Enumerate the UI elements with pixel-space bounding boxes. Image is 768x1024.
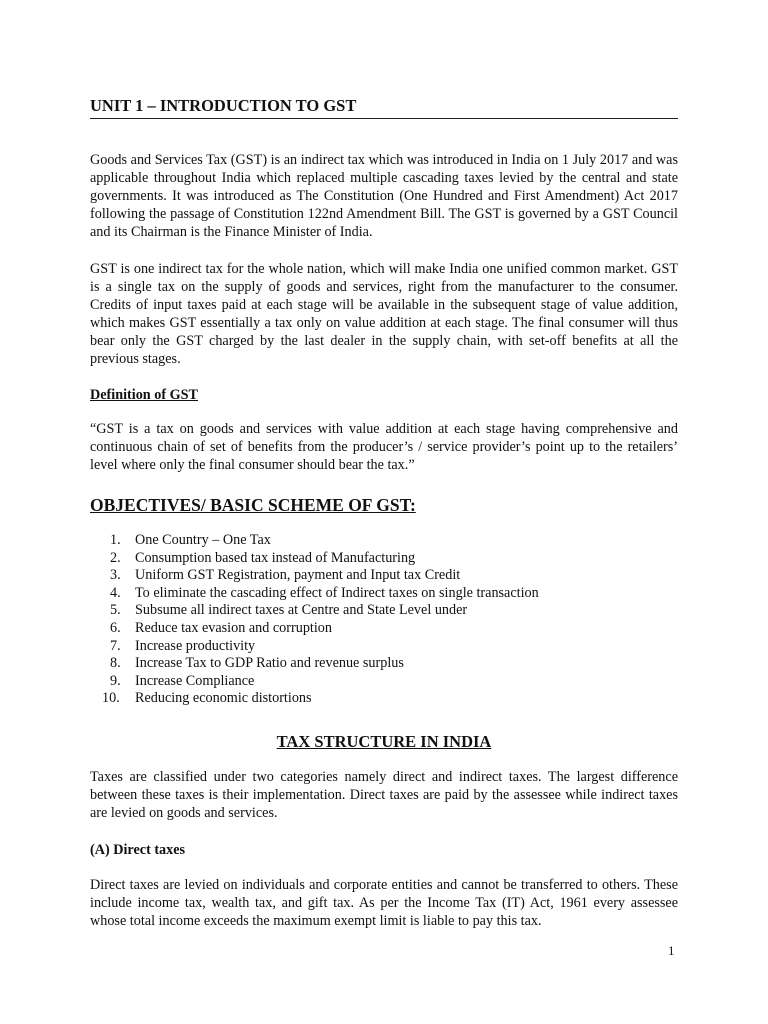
direct-taxes-paragraph: Direct taxes are levied on individuals and corporate entities and cannot be transferred to others. These include income tax, wealth tax, and gift tax. As per the Income Tax (IT) Act, 1961 every assessee whose total income exceeds the maximum exempt limit is liable to pay this tax.	[90, 877, 678, 929]
definition-heading: Definition of GST	[90, 387, 198, 403]
list-number: 2.	[110, 549, 121, 566]
list-item-text: Increase productivity	[135, 637, 256, 654]
list-item	[90, 550, 678, 568]
list-item	[90, 567, 678, 585]
list-item-text: Uniform GST Registration, payment and Input tax Credit	[135, 567, 461, 584]
list-number: 9.	[110, 672, 121, 689]
list-item	[90, 638, 678, 656]
page-number: 1	[668, 943, 675, 958]
tax-structure-heading: TAX STRUCTURE IN INDIA	[276, 732, 492, 751]
list-number: 10.	[102, 690, 120, 707]
list-item-text: Reducing economic distortions	[135, 690, 312, 707]
list-item-text: Consumption based tax instead of Manufacturing	[135, 549, 416, 566]
list-number: 8.	[110, 655, 121, 672]
list-item-text: Subsume all indirect taxes at Centre and State Level under	[135, 602, 468, 619]
list-item	[90, 655, 678, 673]
list-item	[90, 602, 678, 620]
unit-title: UNIT 1 – INTRODUCTION TO GST	[90, 96, 678, 119]
list-number: 7.	[110, 637, 121, 654]
list-item	[90, 673, 678, 691]
definition-text: “GST is a tax on goods and services with value addition at each stage having comprehensive and continuous chain of set of benefits from the producer’s / service provider’s point up to the retailers’ level where only the final consumer should bear the tax.”	[90, 421, 678, 473]
tax-structure-paragraph: Taxes are classified under two categories namely direct and indirect taxes. The largest difference between these taxes is their implementation. Direct taxes are paid by the assessee while indirect taxes are levied on goods and services.	[90, 769, 678, 821]
list-item-text: Reduce tax evasion and corruption	[135, 619, 332, 636]
list-number: 4.	[110, 584, 121, 601]
document-page	[90, 0, 678, 1024]
intro-paragraph: Goods and Services Tax (GST) is an indirect tax which was introduced in India on 1 July 2017 and was applicable throughout India which replaced multiple cascading taxes levied by the central and state governments. It was introduced as The Constitution (One Hundred and First Amendment) Act 2017 following the passage of Constitution 122nd Amendment Bill. The GST is governed by a GST Council and its Chairman is the Finance Minister of India.	[90, 152, 678, 240]
gst-overview-paragraph: GST is one indirect tax for the whole nation, which will make India one unified common market. GST is a single tax on the supply of goods and services, right from the manufacturer to the consumer. Credits of input taxes paid at each stage will be available in the subsequent stage of value addition, which makes GST essentially a tax only on value addition at each stage. The final consumer will thus bear only the GST charged by the last dealer in the supply chain, with set-off benefits at all the previous stages.	[90, 261, 678, 367]
objectives-list	[90, 532, 678, 708]
list-item	[90, 620, 678, 638]
list-item-text: One Country – One Tax	[135, 532, 271, 548]
objectives-heading: OBJECTIVES/ BASIC SCHEME OF GST:	[90, 495, 416, 515]
list-item-text: Increase Tax to GDP Ratio and revenue surplus	[135, 655, 404, 672]
list-item	[90, 690, 678, 708]
list-item-text: To eliminate the cascading effect of Indirect taxes on single transaction	[135, 584, 539, 601]
list-number: 5.	[110, 602, 121, 619]
list-number: 6.	[110, 619, 121, 636]
list-number: 3.	[110, 567, 121, 584]
direct-taxes-heading: (A) Direct taxes	[90, 842, 186, 858]
list-item	[90, 532, 678, 550]
list-item-text: Increase Compliance	[135, 672, 255, 689]
list-item	[90, 585, 678, 603]
list-number: 1.	[110, 532, 121, 548]
